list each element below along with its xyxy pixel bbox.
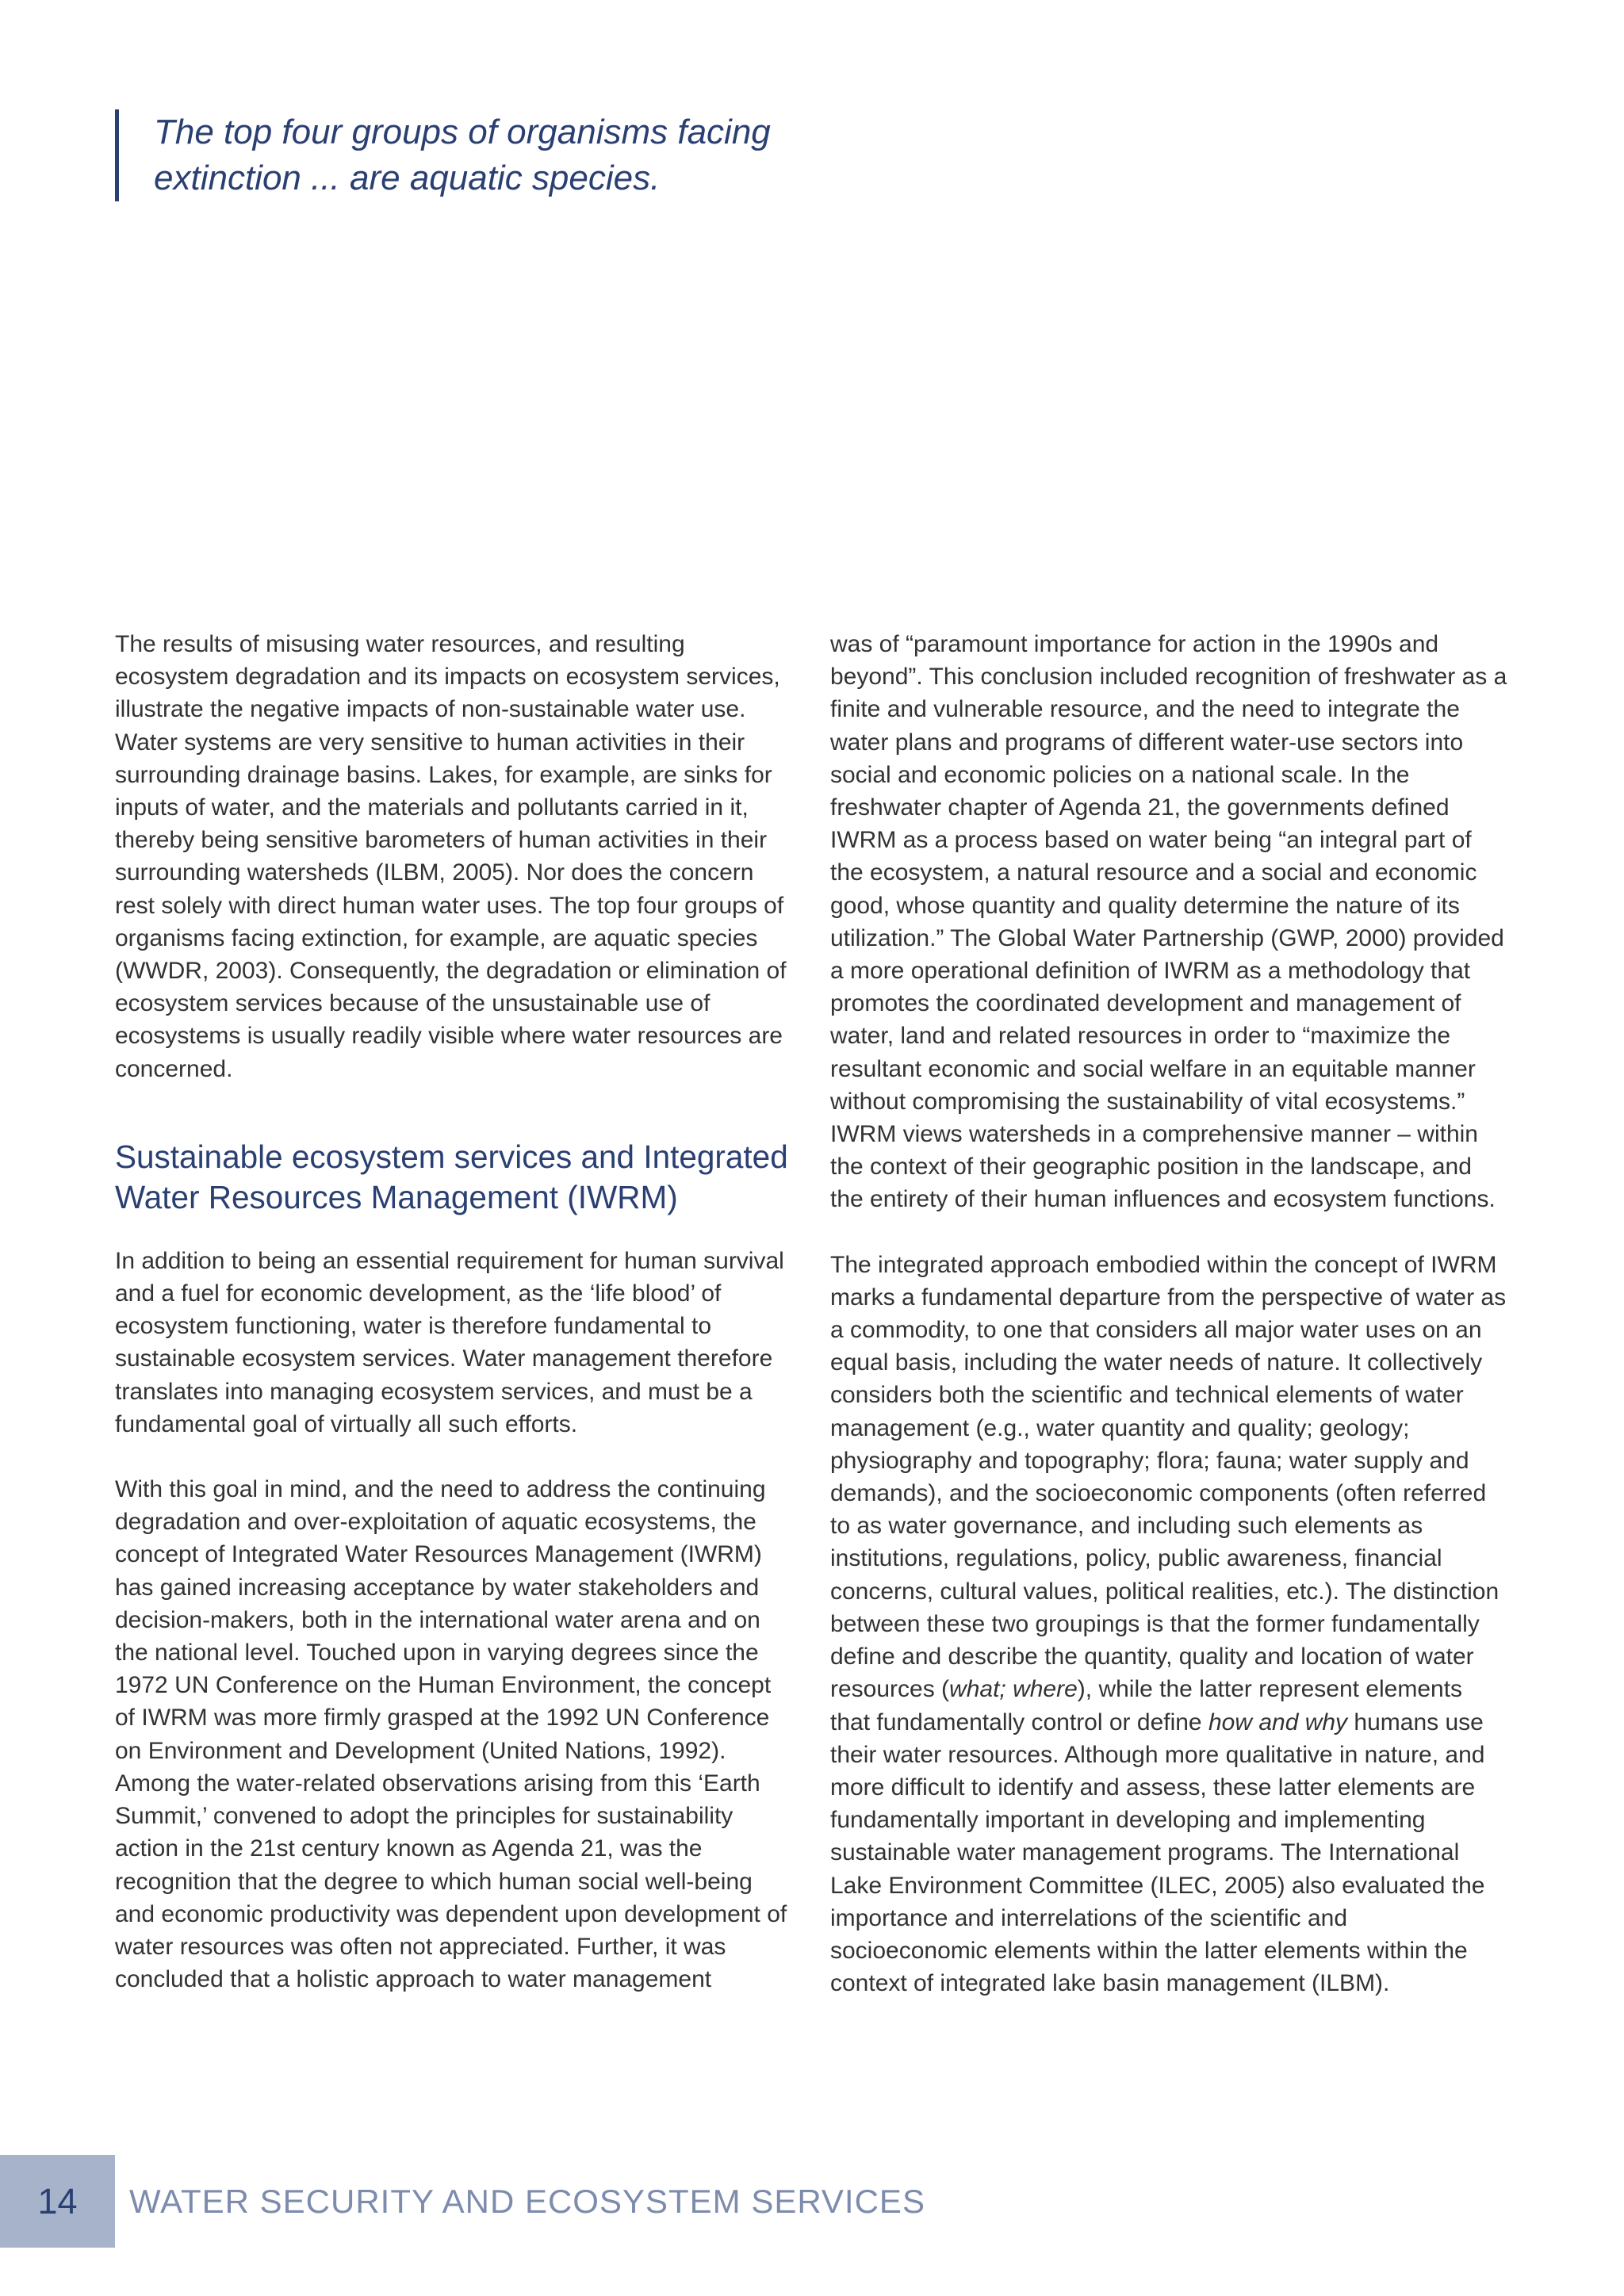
left-column <box>115 628 793 1996</box>
section-heading: Sustainable ecosystem services and Integrated Water Resources Management (IWRM) <box>115 1138 788 1215</box>
paragraph-text: ), while the latter represent elements that fundamentally control or define <box>830 1676 1463 1735</box>
pull-quote-line-2: extinction ... are aquatic species. <box>154 159 661 197</box>
emphasis-text: what; where <box>949 1676 1078 1703</box>
body-paragraph: The results of misusing water resources, and resulting ecosystem degradation and its impacts on ecosystem services, illustrate the negative impacts of non-sustainable water use. Water systems are very sensitive to human activities in their surrounding drainage basins. Lakes, for example, are sinks for inputs of water, and the materials and pollutants carried in it, thereby being sensitive barometers of human activities in their surrounding watersheds (ILBM, 2005). Nor does the concern rest solely with direct human water uses. The top four groups of organisms facing extinction, for example, are aquatic species (WWDR, 2003). Consequently, the degradation or elimination of ecosystem services because of the unsustainable use of ecosystems is usually readily visible where water resources are concerned. <box>115 631 787 1082</box>
body-paragraph: was of “paramount importance for action in the 1990s and beyond”. This conclusion included recognition of freshwater as a finite and vulnerable resource, and the need to integrate the water plans and programs of different water-use sectors into social and economic policies on a national scale. In the freshwater chapter of Agenda 21, the governments defined IWRM as a process based on water being “an integral part of the ecosystem, a natural resource and a social and economic good, whose quantity and quality determine the nature of its utilization.” The Global Water Partnership (GWP, 2000) provided a more operational definition of IWRM as a methodology that promotes the coordinated development and management of water, land and related resources in order to “maximize the resultant economic and social welfare in an equitable manner without compromising the sustainability of vital ecosystems.” IWRM views watersheds in a comprehensive manner – within the context of their geographic position in the landscape, and the entirety of their human influences and ecosystem functions. <box>830 631 1507 1213</box>
right-column <box>830 628 1508 1999</box>
paragraph-text: The integrated approach embodied within the concept of IWRM marks a fundamental departure from the perspective of water as a commodity, to one that considers all major water uses on an equal basis, including the water needs of nature. It collectively considers both the scientific and technical elements of water management (e.g., water quantity and quality; geology; physiography and topography; flora; fauna; water supply and demands), and the socioeconomic components (often referred to as water governance, and including such elements as institutions, regulations, policy, public awareness, financial concerns, cultural values, political realities, etc.). The distinction between these two groupings is that the former fundamentally define and describe the quantity, quality and location of water resources ( <box>830 1251 1507 1703</box>
page-number: 14 <box>37 2181 78 2221</box>
body-paragraph: With this goal in mind, and the need to address the continuing degradation and over-exploitation of aquatic ecosystems, the concept of Integrated Water Resources Management (IWRM) has gained increasing acceptance by water stakeholders and decision-makers, both in the international water arena and on the national level. Touched upon in varying degrees since the 1972 UN Conference on the Human Environment, the concept of IWRM was more firmly grasped at the 1992 UN Conference on Environment and Development (United Nations, 1992). Among the water-related observations arising from this ‘Earth Summit,’ convened to adopt the principles for sustainability action in the 21st century known as Agenda 21, was the recognition that the degree to which human social well-being and economic productivity was dependent upon development of water resources was often not appreciated. Further, it was concluded that a holistic approach to water management <box>115 1476 787 1993</box>
pull-quote-line-1: The top four groups of organisms facing <box>154 113 771 151</box>
running-title: WATER SECURITY AND ECOSYSTEM SERVICES <box>129 2183 925 2220</box>
pull-quote <box>115 109 868 201</box>
emphasis-text: how and why <box>1208 1709 1348 1735</box>
body-paragraph <box>830 1249 1508 2000</box>
paragraph-text: humans use their water resources. Although more qualitative in nature, and more difficult to identify and assess, these latter elements are fundamentally important in developing and implementing sustainable water management programs. The International Lake Environment Committee (ILEC, 2005) also evaluated the importance and interrelations of the scientific and socioeconomic elements within the latter elements within the context of integrated lake basin management (ILBM). <box>830 1709 1485 1997</box>
body-paragraph: In addition to being an essential requirement for human survival and a fuel for economic development, as the ‘life blood’ of ecosystem functioning, water is therefore fundamental to sustainable ecosystem services. Water management therefore translates into managing ecosystem services, and must be a fundamental goal of virtually all such efforts. <box>115 1247 784 1437</box>
